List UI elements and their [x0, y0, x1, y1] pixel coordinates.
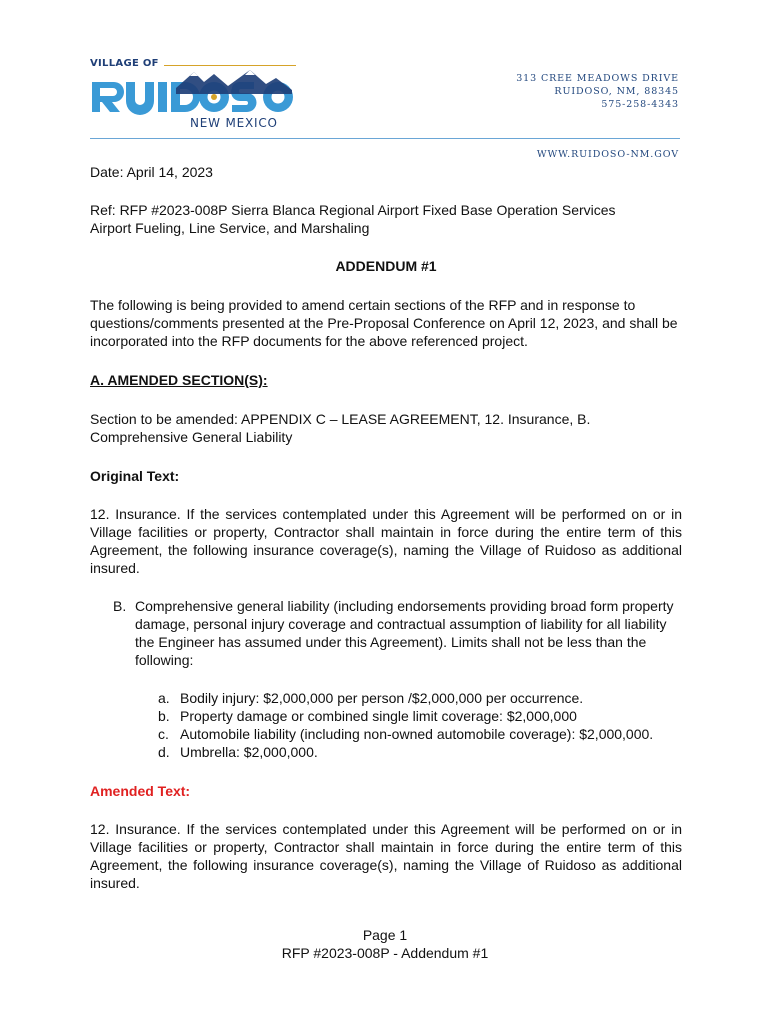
original-insurance-paragraph: 12. Insurance. If the services contemplated under this Agreement will be performed on or in Village facilities or property, Contractor shall maintain in force during the entire term of this Agreement, the following insurance coverage(s), naming the Village of Ruidoso as additional insured. [90, 506, 682, 576]
letterhead-divider [90, 138, 680, 139]
reference-line-1: Ref: RFP #2023-008P Sierra Blanca Regional Airport Fixed Base Operation Services [90, 202, 616, 218]
address-block [516, 72, 679, 111]
item-b-marker: B. [113, 598, 127, 614]
list-item-text: Automobile liability (including non-owned automobile coverage): $2,000,000. [180, 726, 654, 742]
reference-line-2: Airport Fueling, Line Service, and Marshaling [90, 220, 370, 236]
list-item [158, 725, 682, 743]
address-city: RUIDOSO, NM, 88345 [554, 86, 679, 97]
page-footer [0, 926, 770, 962]
address-street: 313 CREE MEADOWS DRIVE [516, 73, 679, 84]
intro-paragraph: The following is being provided to amend certain sections of the RFP and in response to questions/comments presented at the Pre-Proposal Conference on April 12, 2023, and shall be incorporated into the RFP documents for the above referenced project. [90, 297, 678, 349]
amended-text-label: Amended Text: [90, 783, 191, 799]
logo-village-of: VILLAGE OF [90, 58, 159, 69]
list-item-marker: b. [158, 708, 170, 724]
list-item-marker: a. [158, 690, 170, 706]
original-text-label: Original Text: [90, 468, 180, 484]
list-item-text: Bodily injury: $2,000,000 per person /$2,000,000 per occurrence. [180, 690, 584, 706]
footer-doc-reference: RFP #2023-008P - Addendum #1 [281, 945, 489, 961]
ruidoso-logo-graphic [90, 58, 302, 118]
list-item [158, 707, 682, 725]
list-item-marker: d. [158, 744, 170, 760]
website-link[interactable]: WWW.RUIDOSO-NM.GOV [536, 149, 679, 160]
village-logo [90, 58, 302, 132]
letter-reference [90, 201, 682, 237]
address-phone: 575-258-4343 [601, 99, 679, 110]
item-b-text: Comprehensive general liability (including endorsements providing broad form property damage, personal injury coverage and contractual assumption of liability for all liability the Engineer has assumed under this Agreement). Limits shall not be less than the following: [135, 598, 674, 668]
coverage-limits-list [158, 689, 682, 761]
letter-body [90, 163, 682, 892]
logo-new-mexico: NEW MEXICO [190, 116, 278, 130]
letter-date: Date: April 14, 2023 [90, 164, 213, 180]
list-item [158, 689, 682, 707]
list-item-marker: c. [158, 726, 169, 742]
amended-sections-heading: A. AMENDED SECTION(S): [90, 372, 268, 388]
addendum-title: ADDENDUM #1 [335, 258, 437, 274]
page-number: Page 1 [362, 927, 408, 943]
list-item-text: Umbrella: $2,000,000. [180, 744, 318, 760]
item-b [113, 597, 682, 669]
list-item-text: Property damage or combined single limit coverage: $2,000,000 [180, 708, 577, 724]
section-to-be-amended: Section to be amended: APPENDIX C – LEASE AGREEMENT, 12. Insurance, B. Comprehensive General Liability [90, 411, 591, 445]
list-item [158, 743, 682, 761]
amended-insurance-paragraph: 12. Insurance. If the services contemplated under this Agreement will be performed on or in Village facilities or property, Contractor shall maintain in force during the entire term of this Agreement, the following insurance coverage(s), naming the Village of Ruidoso as additional insured. [90, 821, 682, 891]
